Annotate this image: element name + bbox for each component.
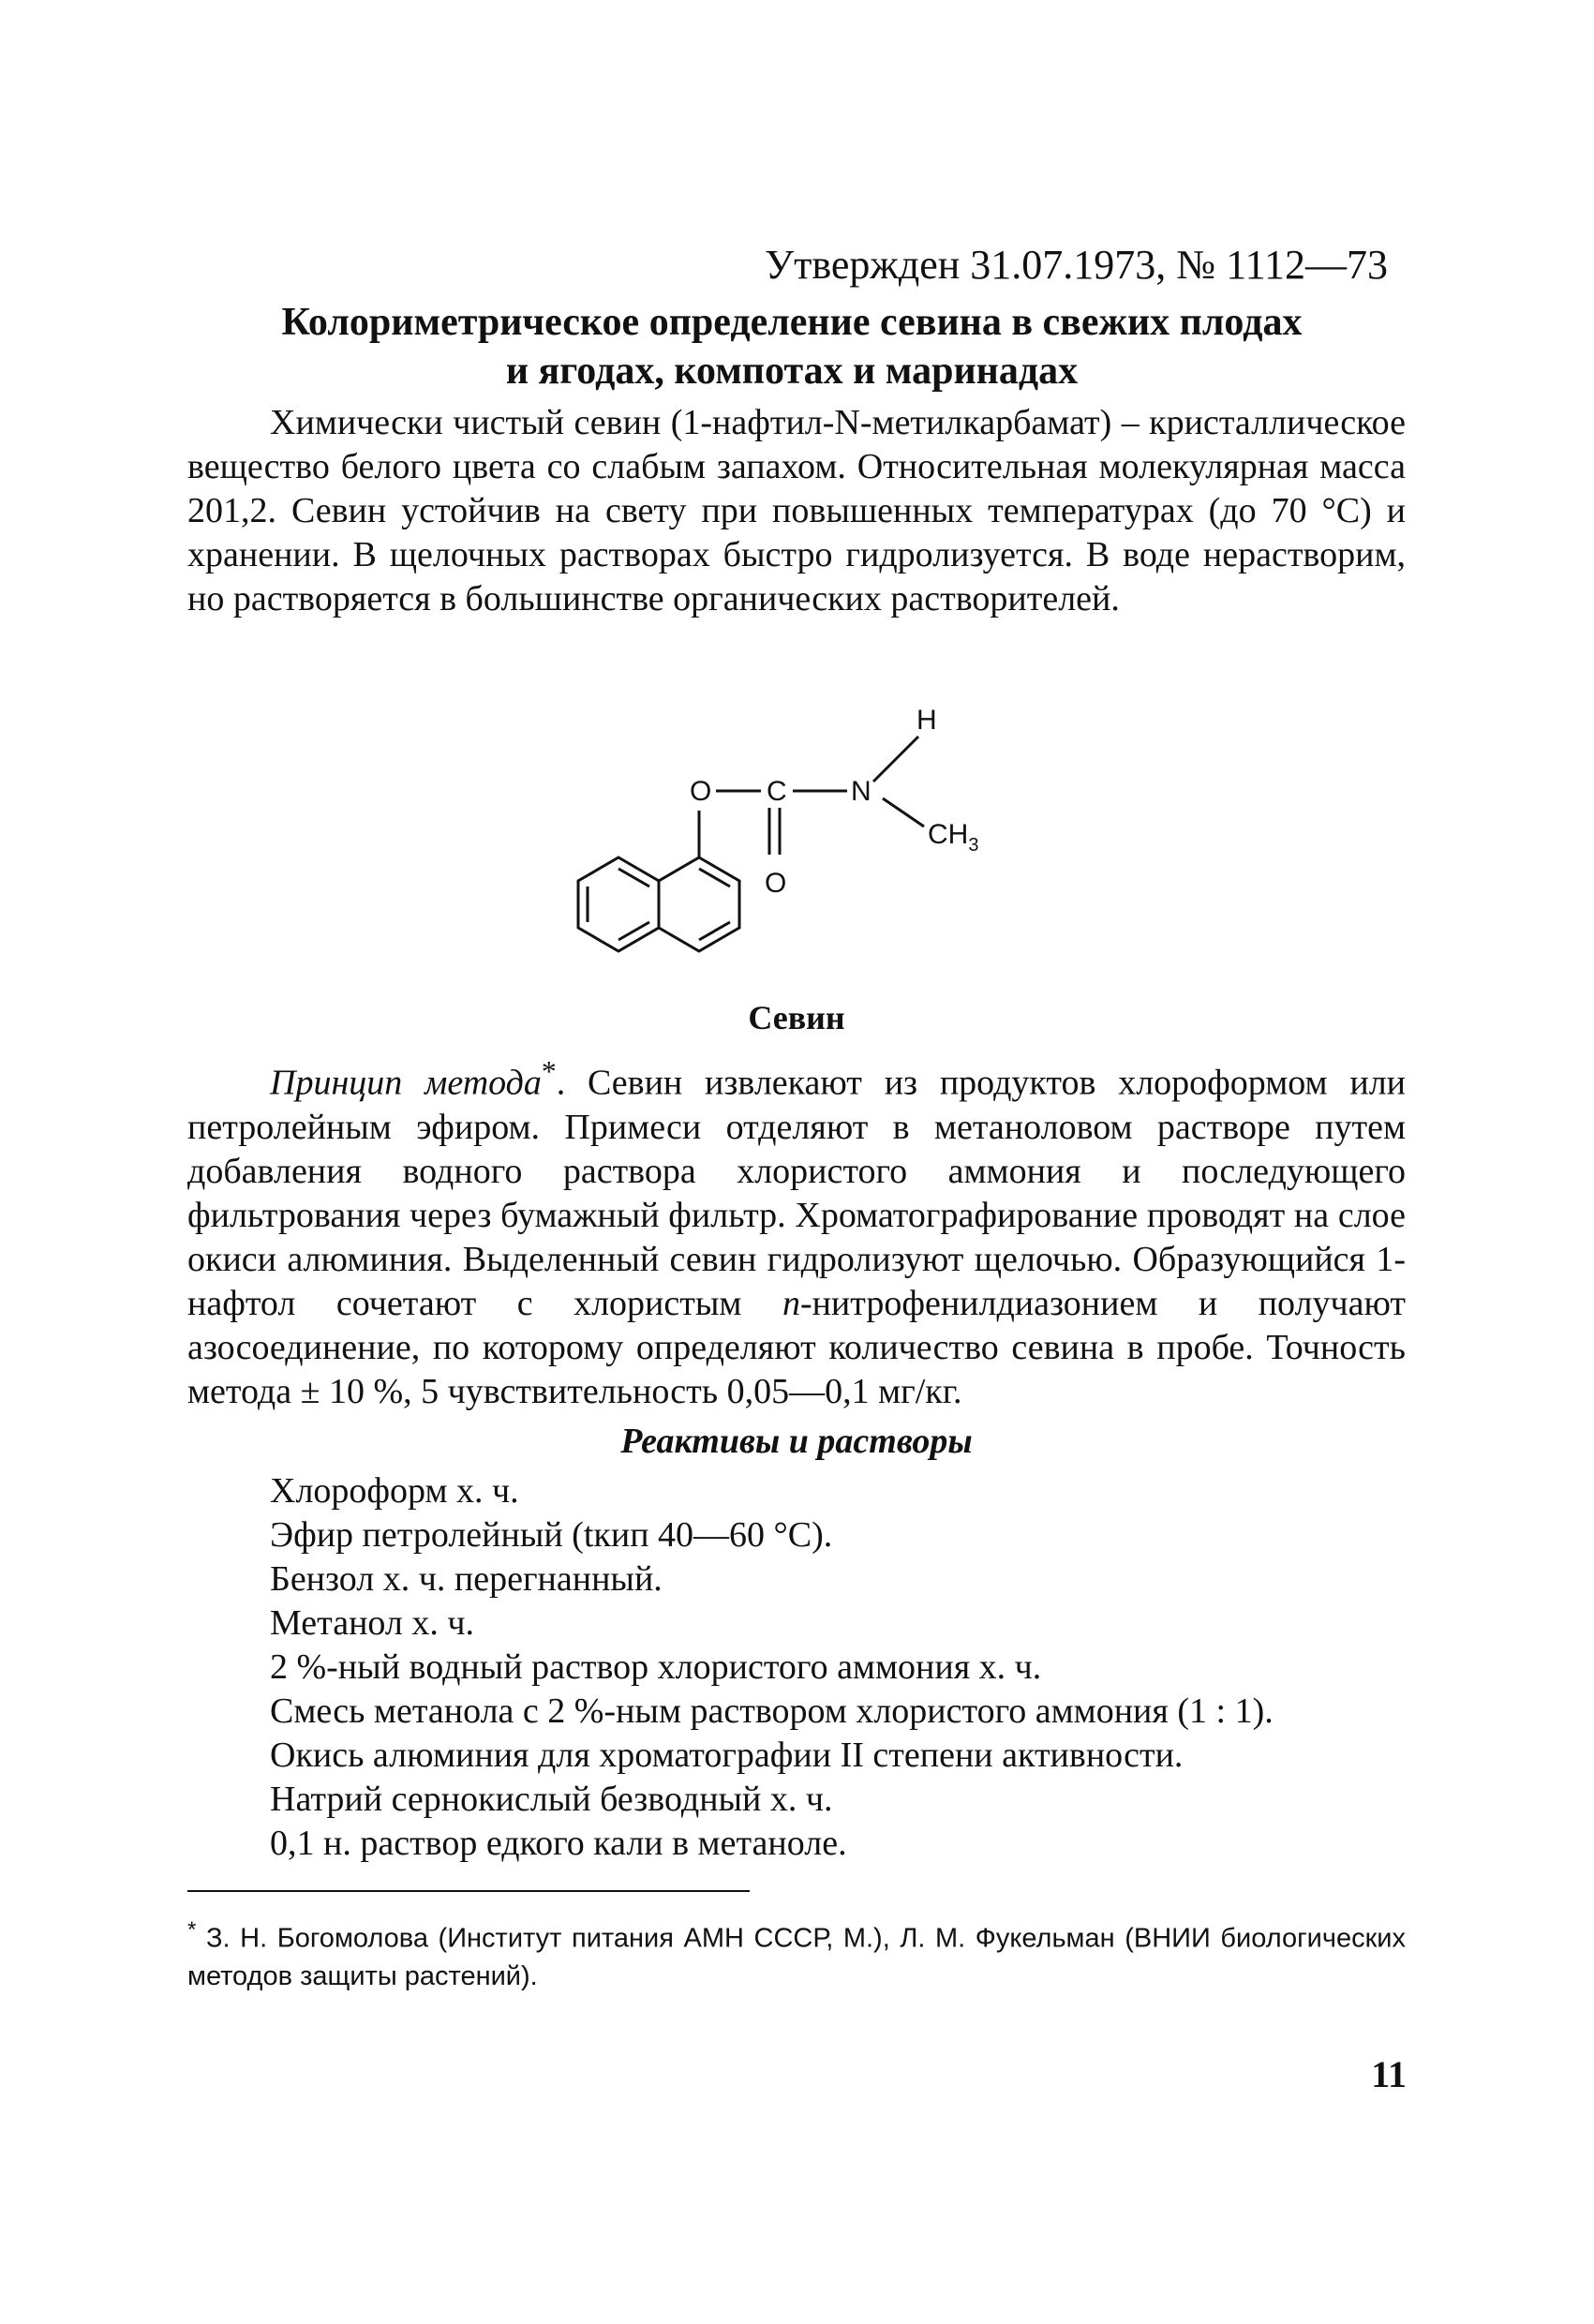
reagent-item: Метанол х. ч.: [270, 1603, 474, 1643]
formula-caption: Севин: [748, 999, 845, 1036]
method-principle-paragraph: [187, 1050, 1406, 1414]
methyl-ch: CH: [928, 819, 969, 850]
reagent-item: Хлороформ х. ч.: [270, 1471, 519, 1511]
atom-carbon: C: [767, 776, 787, 807]
naphthalene-left-ring: [578, 857, 659, 951]
atom-oxygen-1: O: [690, 776, 712, 807]
reagents-list: [270, 1469, 1413, 1866]
principle-label: Принцип метода: [270, 1063, 542, 1103]
principle-text-1: . Севин извлекают из продуктов хлороформом или петролейным эфиром. Примеси отделяют в метаноловом растворе путем добавления водного раствора хлористого аммония и последующего фильтрования через бумажный фильтр. Хроматографирование проводят на слое окиси алюминия. Выделенный севин гидролизуют щелочью. Образующийся 1-нафтол сочетают с хлористым: [187, 1063, 1406, 1323]
intro-paragraph: Химически чистый севин (1-нафтил-N-метилкарбамат) – кристаллическое вещество белого цвета со слабым запахом. Относительная молекулярная масса 201,2. Севин устойчив на свету при повышенных температурах (до 70 °С) и хранении. В щелочных растворах быстро гидролизуется. В воде нерастворим, но растворяется в большинстве органических растворителей.: [187, 403, 1406, 618]
document-title: [187, 298, 1396, 395]
bond-n-h: [873, 737, 918, 782]
reagent-item: 0,1 н. раствор едкого кали в метаноле.: [270, 1824, 847, 1863]
atom-nitrogen: N: [851, 776, 871, 807]
atom-methyl: [928, 819, 978, 856]
formula-svg: [525, 684, 1106, 1003]
footnote-text: З. Н. Богомолова (Институт питания АМН СССР, М.), Л. М. Фукельман (ВНИИ биологических методов защиты растений).: [187, 1923, 1406, 1991]
bond-n-ch3: [883, 798, 924, 827]
reagent-item: 2 %-ный водный раствор хлористого аммония х. ч.: [270, 1647, 1042, 1687]
reagent-item: Окись алюминия для хроматографии II степени активности.: [270, 1736, 1184, 1775]
reagents-heading: Реактивы и растворы: [620, 1422, 973, 1461]
atom-oxygen-2: O: [765, 868, 787, 899]
reagent-item: Натрий сернокислый безводный х. ч.: [270, 1780, 833, 1819]
reagent-item: Эфир петролейный (tкип 40—60 °С).: [270, 1515, 833, 1555]
footnote: [187, 1912, 1406, 1995]
page-number: 11: [1371, 2053, 1407, 2095]
footnote-marker: *: [187, 1917, 197, 1943]
methyl-subscript: 3: [968, 835, 979, 856]
footnote-marker-ref: *: [541, 1055, 557, 1088]
approval-note: Утвержден 31.07.1973, № 1112—73: [764, 242, 1388, 288]
reagent-item: Бензол х. ч. перегнанный.: [270, 1559, 663, 1599]
title-line-2: и ягодах, компотах и маринадах: [505, 350, 1079, 393]
footnote-divider: [187, 1890, 750, 1892]
reagent-item: Смесь метанола с 2 %-ным раствором хлористого аммония (1 : 1).: [270, 1691, 1274, 1731]
principle-italic-n: n: [782, 1283, 800, 1323]
naphthalene-right-ring: [659, 857, 739, 951]
title-line-1: Колориметрическое определение севина в свежих плодах: [281, 301, 1303, 344]
sevin-structural-formula: [525, 684, 1106, 1003]
atom-hydrogen: H: [916, 705, 937, 736]
principle-text-2: -нитрофенилдиазонием и получают азосоединение, по которому определяют количество севина в пробе. Точность метода ± 10 %, 5 чувствительность 0,05—0,1 мг/кг.: [187, 1283, 1406, 1411]
